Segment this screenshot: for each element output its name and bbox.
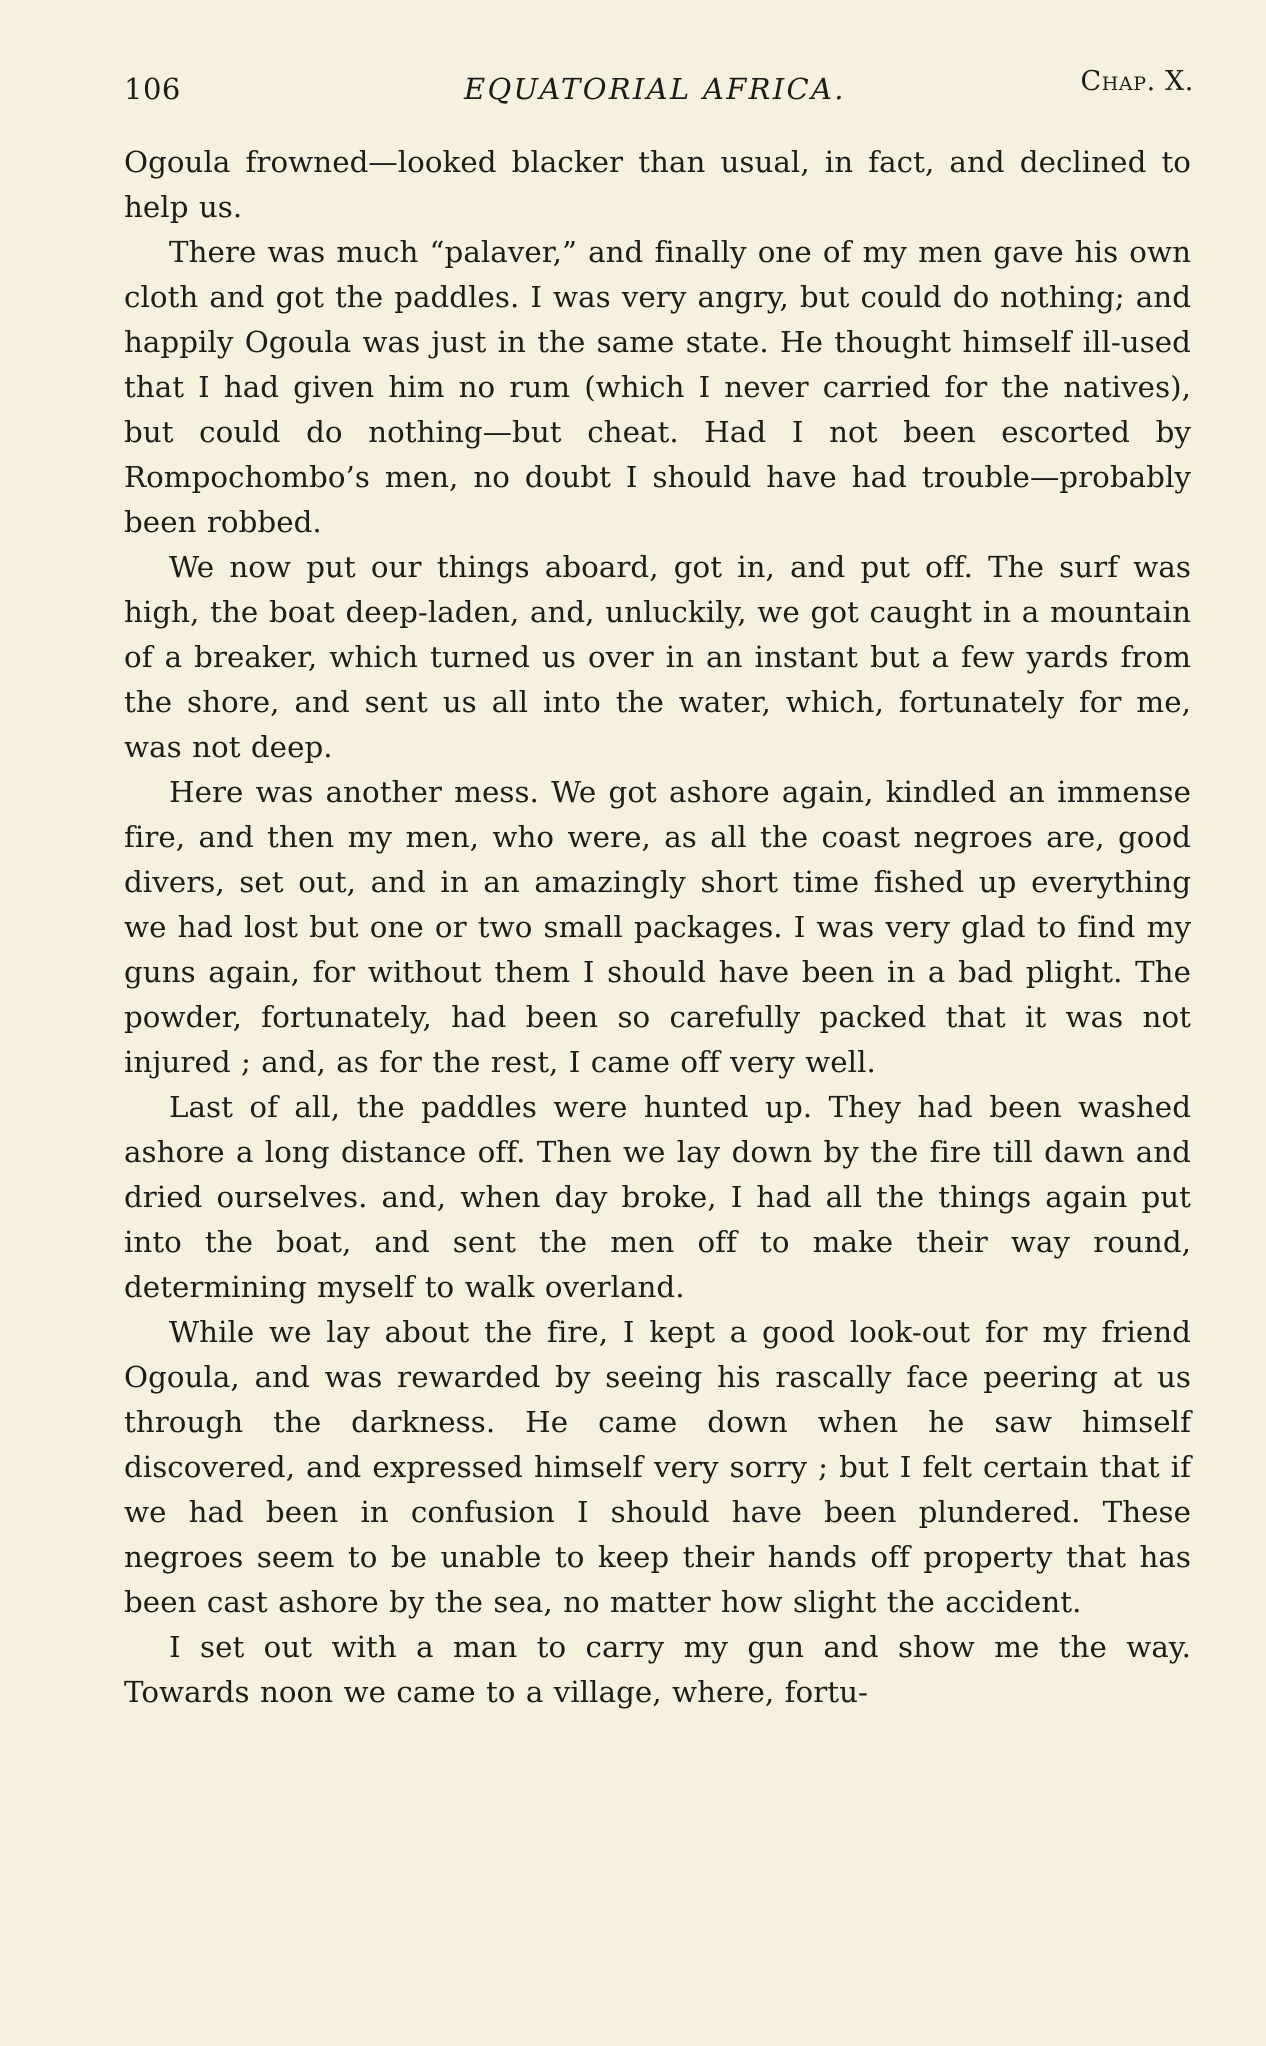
paragraph-3: We now put our things aboard, got in, and put off. The surf was high, the boat deep-laden, and, unluckily, we got caught in a mountain of a breaker, which turned us over in an instant but a few yards from the shore, and sent us all into the water, which, fortunately for me, was not deep. bbox=[124, 550, 1191, 764]
chapter-label: Chap. X. bbox=[1080, 66, 1194, 97]
paragraph-5: Last of all, the paddles were hunted up. They had been washed ashore a long distance off. Then we lay down by the fire till dawn and dried ourselves. and, when day broke, I had all the things again put into the boat, and sent the men off to make their way round, determining myself to walk overland. bbox=[124, 1090, 1191, 1304]
paragraph-2: There was much “palaver,” and finally one of my men gave his own cloth and got the paddles. I was very angry, but could do nothing; and happily Ogoula was just in the same state. He thought himself ill-used that I had given him no rum (which I never carried for the natives), but could do nothing—but cheat. Had I not been escorted by Rompochombo’s men, no doubt I should have had trouble—probably been robbed. bbox=[124, 235, 1191, 539]
running-head bbox=[124, 66, 1194, 108]
paragraph-7: I set out with a man to carry my gun and show me the way. Towards noon we came to a village, where, fortu- bbox=[124, 1630, 1191, 1709]
paragraph-6: While we lay about the fire, I kept a good look-out for my friend Ogoula, and was rewarded by seeing his rascally face peering at us through the darkness. He came down when he saw himself discovered, and expressed himself very sorry ; but I felt certain that if we had been in confusion I should have been plundered. These negroes seem to be unable to keep their hands off property that has been cast ashore by the sea, no matter how slight the accident. bbox=[124, 1315, 1191, 1619]
running-title: EQUATORIAL AFRICA. bbox=[464, 72, 846, 106]
body-text bbox=[124, 140, 1191, 1715]
page-number: 106 bbox=[124, 72, 181, 106]
paragraph-4: Here was another mess. We got ashore again, kindled an immense fire, and then my men, who were, as all the coast negroes are, good divers, set out, and in an amazingly short time fished up everything we had lost but one or two small packages. I was very glad to find my guns again, for without them I should have been in a bad plight. The powder, fortunately, had been so carefully packed that it was not injured ; and, as for the rest, I came off very well. bbox=[124, 775, 1191, 1079]
paragraph-1: Ogoula frowned—looked blacker than usual, in fact, and declined to help us. bbox=[124, 145, 1191, 224]
